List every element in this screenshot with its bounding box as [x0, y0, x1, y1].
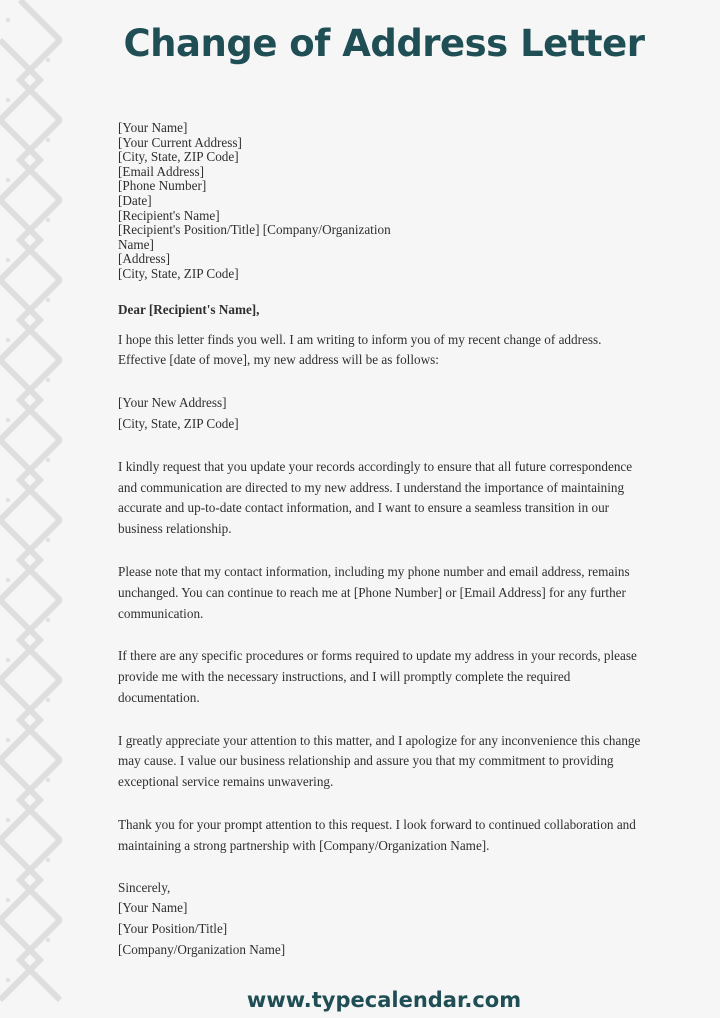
sender-current-address: [Your Current Address]	[118, 134, 242, 150]
letter-date: [Date]	[118, 192, 152, 208]
letter-body	[118, 121, 648, 961]
new-address-block	[118, 393, 648, 435]
closing-position: [Your Position/Title]	[118, 921, 228, 937]
body-paragraph: If there are any specific procedures or forms required to update my address in your records, please provide me with the necessary instructions, and I will promptly complete the required documentation.	[118, 648, 637, 705]
new-city-state-zip: [City, State, ZIP Code]	[118, 415, 239, 431]
body-paragraph: Please note that my contact information, including my phone number and email address, remains unchanged. You can continue to reach me at [Phone Number] or [Email Address] for any further communication.	[118, 563, 630, 621]
recipient-position: [Recipient's Position/Title] [Company/Organization Name]	[118, 222, 391, 252]
recipient-name: [Recipient's Name]	[118, 207, 220, 223]
sender-name: [Your Name]	[118, 120, 188, 135]
recipient-address: [Address]	[118, 251, 171, 267]
closing-company: [Company/Organization Name]	[118, 942, 286, 958]
body-paragraph: Thank you for your prompt attention to this request. I look forward to continued collaboration and maintaining a strong partnership with [Company/Organization Name].	[118, 817, 636, 853]
decorative-border-pattern	[0, 0, 62, 1018]
signoff: Sincerely,	[118, 879, 171, 895]
footer-website-link[interactable]: www.typecalendar.com	[246, 988, 522, 1012]
salutation: Dear [Recipient's Name],	[118, 301, 260, 317]
intro-paragraph: I hope this letter finds you well. I am writing to inform you of my recent change of address. Effective [date of move], my new address will be as follows:	[118, 331, 602, 368]
closing-name: [Your Name]	[118, 900, 188, 916]
body-paragraph: I greatly appreciate your attention to this matter, and I apologize for any inconvenience this change may cause. I value our business relationship and assure you that my commitment to providing exceptional service remains unwavering.	[118, 732, 641, 790]
sender-recipient-block	[118, 121, 648, 282]
recipient-city-state-zip: [City, State, ZIP Code]	[118, 265, 239, 281]
closing-block	[118, 878, 648, 961]
sender-email: [Email Address]	[118, 163, 205, 179]
sender-city-state-zip: [City, State, ZIP Code]	[118, 149, 239, 165]
body-paragraph: I kindly request that you update your records accordingly to ensure that all future correspondence and communication are directed to my new address. I understand the importance of maintaining accurate and up-to-date contact information, and I want to ensure a seamless transition in our business relationship.	[118, 458, 633, 537]
sender-phone: [Phone Number]	[118, 178, 207, 194]
page-title: Change of Address Letter	[123, 22, 645, 65]
new-address-line: [Your New Address]	[118, 395, 227, 411]
